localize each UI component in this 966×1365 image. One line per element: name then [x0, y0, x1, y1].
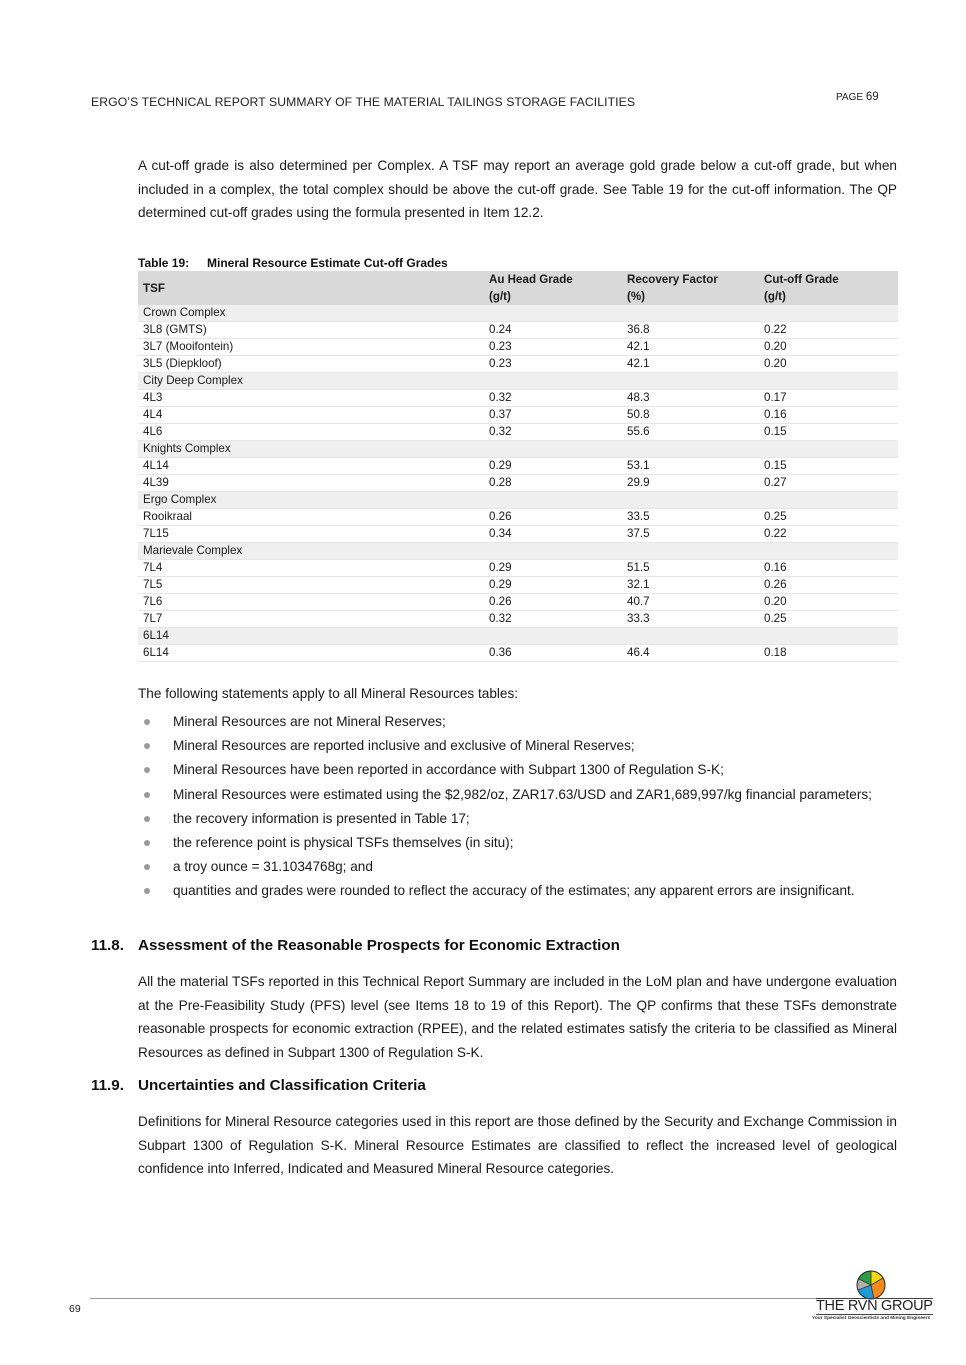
cell-cutoff-grade: 0.17 [759, 390, 898, 407]
statement-text: quantities and grades were rounded to reflect the accuracy of the estimates; any apparent errors are insignificant. [173, 883, 855, 899]
cell-cutoff-grade: 0.20 [759, 339, 898, 356]
header-cutoff-grade: Cut-off Grade (g/t) [759, 271, 898, 305]
cell-au-head-grade: 0.23 [484, 356, 622, 373]
complex-name: 6L14 [138, 628, 898, 645]
cell-cutoff-grade: 0.22 [759, 526, 898, 543]
cell-recovery-factor: 51.5 [622, 560, 759, 577]
cell-au-head-grade: 0.32 [484, 390, 622, 407]
cell-au-head-grade: 0.29 [484, 458, 622, 475]
table-body [138, 305, 898, 662]
bullet-icon [144, 792, 150, 798]
table-row [138, 526, 898, 543]
section-11-8-body: All the material TSFs reported in this Technical Report Summary are included in the LoM plan and have undergone evaluation at the Pre-Feasibility Study (PFS) level (see Items 18 to 19 of this Report). The QP confirms that these TSFs demonstrate reasonable prospects for economic extraction (RPEE), and the related estimates satisfy the criteria to be classified as Mineral Resources as defined in Subpart 1300 of Regulation S-K. [138, 974, 897, 1060]
cell-recovery-factor: 32.1 [622, 577, 759, 594]
statement-text: the recovery information is presented in Table 17; [173, 810, 470, 826]
statement-text: Mineral Resources have been reported in accordance with Subpart 1300 of Regulation S-K; [173, 762, 724, 778]
logo-name: THE RVN GROUP [816, 1298, 933, 1314]
cell-recovery-factor: 33.5 [622, 509, 759, 526]
table-row [138, 475, 898, 492]
cell-recovery-factor: 50.8 [622, 407, 759, 424]
table-header-row [138, 271, 898, 305]
table-row [138, 390, 898, 407]
complex-name: City Deep Complex [138, 373, 898, 390]
table-row [138, 577, 898, 594]
cell-au-head-grade: 0.26 [484, 509, 622, 526]
cell-recovery-factor: 55.6 [622, 424, 759, 441]
cell-au-head-grade: 0.26 [484, 594, 622, 611]
footer-page-number: 69 [69, 1303, 81, 1315]
intro-paragraph: A cut-off grade is also determined per Complex. A TSF may report an average gold grade below a cut-off grade, but when included in a complex, the total complex should be above the cut-off grade. See Table 19 for the cut-off information. The QP determined cut-off grades using the formula presented in Item 12.2. [138, 158, 897, 220]
complex-name: Ergo Complex [138, 492, 898, 509]
section-11-8-heading [91, 937, 620, 954]
complex-group-row [138, 492, 898, 509]
cell-au-head-grade: 0.24 [484, 322, 622, 339]
statement-text: Mineral Resources are not Mineral Reserves; [173, 714, 446, 729]
complex-group-row [138, 305, 898, 322]
cell-cutoff-grade: 0.20 [759, 594, 898, 611]
report-title: ERGO’S TECHNICAL REPORT SUMMARY OF THE MATERIAL TAILINGS STORAGE FACILITIES [91, 95, 636, 109]
logo-tagline: Your Specialist Geoscientists and Mining Engineers [812, 1316, 931, 1321]
cell-au-head-grade: 0.29 [484, 577, 622, 594]
statement-item [138, 758, 897, 782]
cell-cutoff-grade: 0.20 [759, 356, 898, 373]
section-11-9-body: Definitions for Mineral Resource categories used in this report are those defined by the Security and Exchange Commission in Subpart 1300 of Regulation S-K. Mineral Resource Estimates are classified to reflect the increased level of geological confidence into Inferred, Indicated and Measured Mineral Resource categories. [138, 1114, 897, 1176]
table-row [138, 560, 898, 577]
cell-cutoff-grade: 0.15 [759, 424, 898, 441]
cell-cutoff-grade: 0.22 [759, 322, 898, 339]
bullet-icon [144, 767, 150, 773]
bullet-icon [144, 888, 150, 894]
statement-item [138, 855, 897, 879]
cell-recovery-factor: 48.3 [622, 390, 759, 407]
cell-tsf: Rooikraal [138, 509, 484, 526]
complex-name: Knights Complex [138, 441, 898, 458]
statement-item [138, 734, 897, 758]
cell-recovery-factor: 53.1 [622, 458, 759, 475]
statement-text: Mineral Resources are reported inclusive and exclusive of Mineral Reserves; [173, 738, 635, 754]
cell-recovery-factor: 33.3 [622, 611, 759, 628]
table-row [138, 356, 898, 373]
statements-intro: The following statements apply to all Mineral Resources tables: [138, 686, 519, 701]
cell-cutoff-grade: 0.25 [759, 611, 898, 628]
complex-name: Marievale Complex [138, 543, 898, 560]
table-caption [138, 256, 448, 270]
header-au-head-grade: Au Head Grade (g/t) [484, 271, 622, 305]
statements-list [138, 710, 897, 904]
statement-item [138, 710, 897, 734]
cell-cutoff-grade: 0.15 [759, 458, 898, 475]
complex-group-row [138, 373, 898, 390]
bullet-icon [144, 840, 150, 846]
rvn-group-logo [812, 1270, 934, 1324]
cell-tsf: 7L5 [138, 577, 484, 594]
statement-item [138, 807, 897, 831]
table-row [138, 458, 898, 475]
cell-au-head-grade: 0.34 [484, 526, 622, 543]
cell-tsf: 4L3 [138, 390, 484, 407]
cell-recovery-factor: 40.7 [622, 594, 759, 611]
complex-name: Crown Complex [138, 305, 898, 322]
header-tsf: TSF [138, 271, 484, 305]
table-caption-label: Table 19: [138, 256, 190, 270]
complex-group-row [138, 628, 898, 645]
cell-recovery-factor: 29.9 [622, 475, 759, 492]
cell-au-head-grade: 0.29 [484, 560, 622, 577]
cutoff-grades-table [138, 271, 898, 662]
table-row [138, 339, 898, 356]
cell-au-head-grade: 0.36 [484, 645, 622, 662]
cell-tsf: 4L4 [138, 407, 484, 424]
table-row [138, 407, 898, 424]
statement-item [138, 879, 897, 903]
section-number: 11.9. [91, 1077, 124, 1094]
table-row [138, 424, 898, 441]
statement-item [138, 783, 897, 807]
table-row [138, 645, 898, 662]
cell-recovery-factor: 36.8 [622, 322, 759, 339]
cell-tsf: 7L6 [138, 594, 484, 611]
bullet-icon [144, 743, 150, 749]
bullet-icon [144, 719, 150, 725]
cell-cutoff-grade: 0.26 [759, 577, 898, 594]
bullet-icon [144, 816, 150, 822]
cell-au-head-grade: 0.37 [484, 407, 622, 424]
statement-text: a troy ounce = 31.1034768g; and [173, 859, 373, 875]
table-row [138, 594, 898, 611]
statement-text: Mineral Resources were estimated using the $2,982/oz, ZAR17.63/USD and ZAR1,689,997/kg financial parameters; [173, 786, 872, 802]
statement-text: the reference point is physical TSFs themselves (in situ); [173, 835, 514, 851]
table-row [138, 322, 898, 339]
cell-cutoff-grade: 0.16 [759, 560, 898, 577]
table-row [138, 611, 898, 628]
cell-tsf: 4L14 [138, 458, 484, 475]
table-row [138, 509, 898, 526]
cell-au-head-grade: 0.32 [484, 424, 622, 441]
cell-cutoff-grade: 0.16 [759, 407, 898, 424]
cell-au-head-grade: 0.28 [484, 475, 622, 492]
cell-tsf: 3L5 (Diepkloof) [138, 356, 484, 373]
complex-group-row [138, 441, 898, 458]
cell-cutoff-grade: 0.25 [759, 509, 898, 526]
section-title: Assessment of the Reasonable Prospects for Economic Extraction [138, 937, 620, 954]
cell-recovery-factor: 37.5 [622, 526, 759, 543]
footer-divider [90, 1298, 925, 1299]
section-title: Uncertainties and Classification Criteria [138, 1077, 426, 1094]
cell-recovery-factor: 42.1 [622, 356, 759, 373]
header-page-number [836, 91, 879, 103]
cell-tsf: 3L8 (GMTS) [138, 322, 484, 339]
page-number: 69 [865, 91, 879, 103]
cell-tsf: 7L15 [138, 526, 484, 543]
logo-globe-icon [856, 1270, 886, 1300]
page-label: PAGE [836, 92, 864, 103]
cell-tsf: 6L14 [138, 645, 484, 662]
section-number: 11.8. [91, 937, 124, 954]
cell-recovery-factor: 42.1 [622, 339, 759, 356]
statement-item [138, 831, 897, 855]
table-caption-title: Mineral Resource Estimate Cut-off Grades [207, 256, 448, 270]
cell-tsf: 3L7 (Mooifontein) [138, 339, 484, 356]
cell-tsf: 7L7 [138, 611, 484, 628]
section-11-9-heading [91, 1077, 426, 1094]
cell-recovery-factor: 46.4 [622, 645, 759, 662]
cell-tsf: 4L6 [138, 424, 484, 441]
complex-group-row [138, 543, 898, 560]
cell-tsf: 7L4 [138, 560, 484, 577]
cell-tsf: 4L39 [138, 475, 484, 492]
cell-au-head-grade: 0.23 [484, 339, 622, 356]
bullet-icon [144, 864, 150, 870]
header-recovery-factor: Recovery Factor (%) [622, 271, 759, 305]
cell-cutoff-grade: 0.27 [759, 475, 898, 492]
cell-au-head-grade: 0.32 [484, 611, 622, 628]
cell-cutoff-grade: 0.18 [759, 645, 898, 662]
